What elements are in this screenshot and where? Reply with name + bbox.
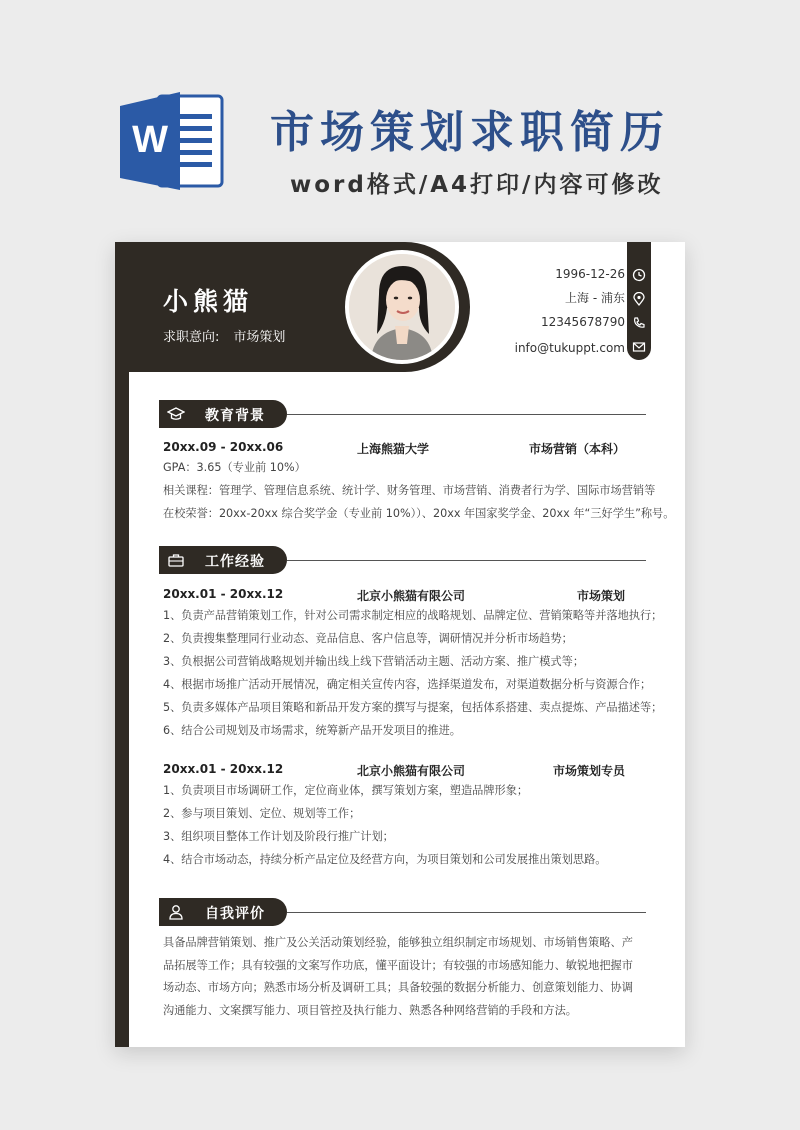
job-intent-label: 求职意向: <box>163 330 220 345</box>
candidate-name: 小熊猫 <box>163 287 254 316</box>
education-major: 市场营销（本科） <box>528 442 625 456</box>
self-evaluation-text: 具备品牌营销策划、推广及公关活动策划经验，能够独立组织制定市场规划、市场销售策略、产品拓展等工作；具有较强的文案写作功底，懂平面设计；有较强的市场感知能力、敏锐地把握市场动态、市场方向；熟悉市场分析及调研工具；具备较强的数据分析能力、创意策划能力、协调沟通能力、文案撰写能力、项目管控及执行能力、熟悉各种网络营销的手段和方法。 <box>163 936 633 1017</box>
briefcase-icon <box>167 552 185 568</box>
job-duty-line: 3、组织项目整体工作计划及阶段行推广计划； <box>163 830 394 843</box>
job-intent-value: 市场策划 <box>233 330 286 345</box>
section-education <box>159 400 646 428</box>
clock-icon <box>632 268 646 282</box>
job-company: 北京小熊猫有限公司 <box>357 764 466 778</box>
education-school: 上海熊猫大学 <box>357 442 430 456</box>
job-header-row <box>163 762 625 780</box>
job-duty-line: 2、参与项目策划、定位、规划等工作； <box>163 807 361 820</box>
graduation-cap-icon <box>167 406 185 422</box>
job-duty-line: 6、结合公司规划及市场需求，统筹新产品开发项目的推进。 <box>163 724 461 737</box>
avatar-portrait-icon <box>349 254 455 360</box>
job-duty-line: 1、负责产品营销策划工作，针对公司需求制定相应的战略规划、品牌定位、营销策略等并落地执行； <box>163 609 663 622</box>
job-header-row <box>163 587 625 605</box>
section-work <box>159 546 646 574</box>
profile-header <box>115 242 470 372</box>
education-line: GPA：3.65（专业前 10%） <box>163 461 306 474</box>
job-duty-line: 4、结合市场动态，持续分析产品定位及经营方向，为项目策划和公司发展推出策划思路。 <box>163 853 607 866</box>
education-line: 相关课程：管理学、管理信息系统、统计学、财务管理、市场营销、消费者行为学、国际市场营销等 <box>163 484 656 497</box>
section-divider <box>287 560 646 561</box>
job-role: 市场策划 <box>576 589 625 603</box>
section-title: 教育背景 <box>205 408 265 424</box>
education-line: 在校荣誉：20xx-20xx 综合奖学金（专业前 10%））、20xx 年国家奖学金、20xx 年“三好学生”称号。 <box>163 507 675 520</box>
mail-icon <box>632 340 646 354</box>
job-date: 20xx.01 - 20xx.12 <box>163 762 284 776</box>
section-title: 自我评价 <box>205 906 265 922</box>
job-company: 北京小熊猫有限公司 <box>357 589 466 603</box>
resume-page <box>115 242 685 1047</box>
contact-email: info@tukuppt.com <box>514 341 625 355</box>
banner <box>0 0 800 240</box>
job-duty-line: 4、根据市场推广活动开展情况，确定相关宣传内容，选择渠道发布，对渠道数据分析与资源合作； <box>163 678 652 691</box>
contact-location: 上海 - 浦东 <box>565 291 625 305</box>
section-divider <box>287 912 646 913</box>
section-divider <box>287 414 646 415</box>
job-date: 20xx.01 - 20xx.12 <box>163 587 284 601</box>
phone-icon <box>632 316 646 330</box>
location-pin-icon <box>632 292 646 306</box>
avatar <box>345 250 459 364</box>
contact-icon-bar <box>627 242 651 360</box>
section-self-evaluation <box>159 898 646 926</box>
education-date: 20xx.09 - 20xx.06 <box>163 440 284 454</box>
job-duty-line: 1、负责项目市场调研工作，定位商业体，撰写策划方案，塑造品牌形象； <box>163 784 529 797</box>
word-logo-icon <box>118 86 228 196</box>
user-icon <box>167 904 185 920</box>
banner-subtitle: word格式/A4打印/内容可修改 <box>290 172 664 198</box>
job-role: 市场策划专员 <box>552 764 625 778</box>
job-duty-line: 5、负责多媒体产品项目策略和新品开发方案的撰写与提案，包括体系搭建、卖点提炼、产品描述等； <box>163 701 663 714</box>
job-intent <box>163 326 285 345</box>
word-logo-letter: W <box>132 119 168 161</box>
job-duty-line: 3、负根据公司营销战略规划并输出线上线下营销活动主题、活动方案、推广模式等； <box>163 655 585 668</box>
contact-birthday: 1996-12-26 <box>555 267 625 281</box>
banner-title: 市场策划求职简历 <box>270 107 670 158</box>
education-header-row <box>163 440 625 458</box>
job-duty-line: 2、负责搜集整理同行业动态、竞品信息、客户信息等，调研情况并分析市场趋势； <box>163 632 573 645</box>
section-title: 工作经验 <box>205 554 265 570</box>
contact-phone: 12345678790 <box>541 315 625 329</box>
